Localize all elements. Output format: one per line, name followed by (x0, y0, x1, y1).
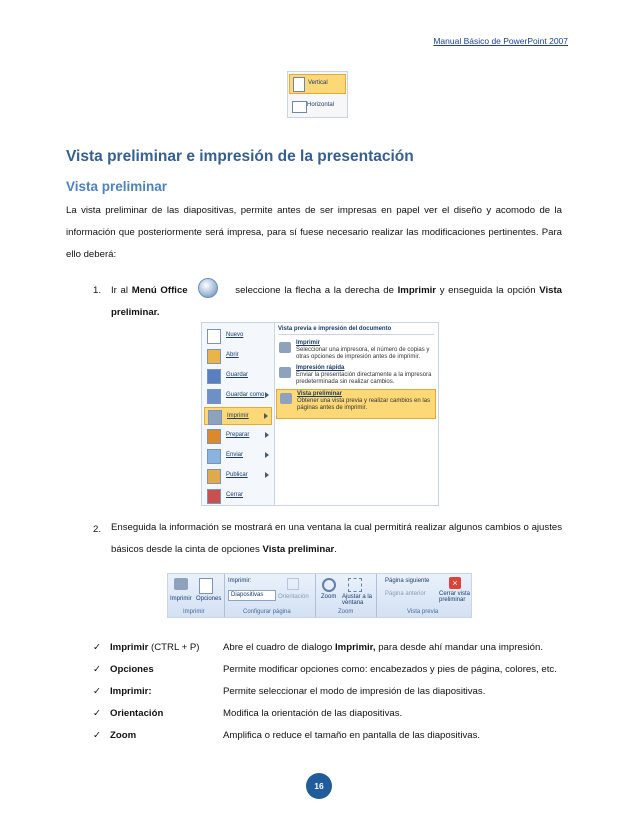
office-menu-right-pane (275, 323, 438, 505)
checkmark-icon: ✓ (93, 686, 102, 697)
orientation-icon (287, 578, 299, 590)
ribbon-group-label-vista-previa: Vista previa (407, 609, 439, 615)
ribbon-ajustar-button[interactable]: Ajustar a la ventana (342, 594, 373, 606)
print-option-title: Vista preliminar (297, 391, 342, 397)
ribbon-pagina-anterior-button[interactable]: Página anterior (385, 591, 426, 597)
intro-paragraph: La vista preliminar de las diapositivas, permite antes de ser impresas en papel ver el diseño y acomodo de la información que posteriormente será impresa, para sí fuese necesario realizar las modificaciones pertinentes. Para ello deberá: (66, 205, 562, 260)
print-option-title: Impresión rápida (296, 365, 345, 371)
zoom-icon (322, 578, 336, 592)
submenu-arrow-icon (265, 432, 269, 438)
close-icon: × (449, 577, 461, 589)
menu-item-label: Imprimir (227, 413, 249, 419)
bullet-term-extra: (CTRL + P) (148, 642, 200, 653)
bullet-description-part: para desde ahí mandar una impresión. (375, 642, 544, 653)
printer-icon (279, 367, 291, 378)
ribbon-opciones-button[interactable]: Opciones (196, 596, 222, 602)
bullet-description-part: Amplifica o reduce el tamaño en pantalla de las diapositivas. (223, 730, 481, 741)
menu-item-icon (207, 449, 221, 464)
office-menu-item[interactable] (204, 467, 272, 485)
menu-item-icon (207, 369, 221, 384)
ribbon-group-vista-previa (377, 574, 471, 617)
running-header: Manual Básico de PowerPoint 2007 (433, 36, 568, 46)
ribbon-group-label-zoom: Zoom (338, 609, 354, 615)
ribbon-group-imprimir (168, 574, 225, 617)
bullet-term-bold: Zoom (110, 730, 137, 741)
printer-icon (174, 578, 188, 590)
bullet-term (110, 642, 199, 653)
step-1-part: seleccione la flecha a la derecha de (231, 285, 398, 296)
step-1-menu-office: Menú Office (131, 285, 188, 296)
menu-item-label: Nuevo (226, 332, 244, 338)
step-1-part: Ir al (111, 285, 132, 296)
orientation-horizontal-label: Horizontal (307, 102, 335, 108)
bullet-term-bold: Imprimir (110, 642, 149, 653)
menu-item-label: Publicar (226, 472, 248, 478)
orientation-vertical-item (289, 74, 346, 94)
menu-item-label: Guardar como (226, 392, 265, 398)
menu-item-icon (207, 349, 221, 364)
print-what-select[interactable]: Diapositivas (228, 590, 276, 601)
office-menu-item[interactable] (204, 327, 272, 345)
step-1-vista-preliminar: Vista preliminar. (111, 285, 562, 318)
checkmark-icon: ✓ (93, 730, 102, 741)
checkmark-icon: ✓ (93, 664, 102, 675)
submenu-arrow-icon (265, 472, 269, 478)
ribbon-zoom-button[interactable]: Zoom (321, 594, 337, 600)
print-option-description: Obtener una vista previa y realizar cambios en las páginas antes de imprimir. (297, 398, 431, 411)
bullet-term (110, 664, 154, 675)
office-menu-item[interactable] (204, 487, 272, 505)
ribbon-group-configurar-pagina (225, 574, 316, 617)
step-1-number: 1. (93, 285, 102, 296)
menu-item-icon (207, 489, 221, 504)
step-1-text (111, 278, 562, 324)
office-menu-item[interactable] (204, 367, 272, 385)
checkmark-icon: ✓ (93, 708, 102, 719)
ribbon-group-label-configurar: Configurar página (243, 609, 291, 615)
menu-item-label: Preparar (226, 432, 250, 438)
bullet-term-bold: Orientación (110, 708, 164, 719)
bullet-item (93, 642, 544, 653)
bullet-item (93, 664, 557, 675)
print-option-description: Enviar la presentación directamente a la impresora predeterminada sin realizar cambios. (296, 372, 432, 385)
step-2-number: 2. (93, 524, 102, 535)
bullet-description (223, 686, 485, 697)
page-landscape-icon (292, 101, 307, 113)
bullet-term-bold: Imprimir: (110, 686, 152, 697)
preview-icon (280, 393, 292, 404)
bullet-description-part: Modifica la orientación de las diapositivas. (223, 708, 403, 719)
ribbon-cerrar-vista-button[interactable]: Cerrar vista preliminar (439, 591, 471, 603)
ribbon-group-label-imprimir: Imprimir (183, 609, 205, 615)
step-2-vista-preliminar: Vista preliminar (262, 544, 335, 555)
bullet-description-part: Abre el cuadro de dialogo (223, 642, 336, 653)
step-1-imprimir: Imprimir (397, 285, 437, 296)
office-menu-item[interactable] (204, 347, 272, 365)
step-2-text (111, 517, 562, 561)
ribbon-orientacion-button[interactable]: Orientación (278, 594, 309, 600)
bullet-item (93, 730, 481, 741)
bullet-description (223, 730, 480, 741)
menu-item-icon (207, 429, 221, 444)
menu-item-icon (207, 329, 221, 344)
orientation-menu-screenshot (287, 71, 348, 118)
bullet-description-part: Permite modificar opciones como: encabezados y pies de página, colores, etc. (223, 664, 557, 675)
submenu-arrow-icon (265, 452, 269, 458)
checkmark-icon: ✓ (93, 642, 102, 653)
menu-item-icon (207, 389, 221, 404)
bullet-term (110, 686, 152, 697)
office-menu-item[interactable] (204, 427, 272, 445)
submenu-arrow-icon (265, 392, 269, 398)
bullet-description (223, 708, 402, 719)
ribbon-group-zoom (316, 574, 377, 617)
orientation-horizontal-item (289, 97, 346, 117)
ribbon-screenshot (167, 573, 472, 618)
menu-item-icon (208, 410, 222, 425)
office-button-icon (198, 278, 218, 298)
bullet-description-part: Permite seleccionar el modo de impresión de las diapositivas. (223, 686, 486, 697)
bullet-term (110, 730, 136, 741)
office-menu-item[interactable] (204, 447, 272, 465)
bullet-description (223, 642, 543, 653)
office-menu-panel-title: Vista previa e impresión del documento (278, 326, 434, 335)
menu-item-label: Enviar (226, 452, 244, 458)
print-what-label: Imprimir: (228, 578, 252, 584)
menu-item-icon (207, 469, 221, 484)
office-menu-screenshot (201, 322, 439, 506)
office-menu-item[interactable] (204, 387, 272, 405)
step-2-part: . (334, 544, 337, 555)
printer-icon (279, 342, 291, 353)
step-1-part: y enseguida la opción (436, 285, 540, 296)
menu-item-label: Cerrar (226, 492, 244, 498)
menu-item-label: Abrir (226, 352, 239, 358)
section-title: Vista preliminar e impresión de la presentación (66, 148, 414, 165)
page-portrait-icon (293, 77, 305, 92)
subsection-title: Vista preliminar (66, 179, 168, 194)
office-menu-item[interactable] (204, 407, 272, 425)
print-option-description: Seleccionar una impresora, el número de copias y otras opciones de impresión antes de imprimir. (296, 347, 430, 360)
menu-item-label: Guardar (226, 372, 249, 378)
print-option-title: Imprimir (296, 340, 321, 346)
submenu-arrow-icon (264, 413, 268, 419)
ribbon-imprimir-button[interactable]: Imprimir (170, 596, 192, 602)
bullet-description (223, 664, 557, 675)
ribbon-pagina-siguiente-button[interactable]: Página siguiente (385, 578, 430, 584)
options-icon (199, 578, 213, 594)
print-option[interactable] (276, 389, 436, 419)
bullet-item (93, 686, 486, 697)
bullet-item (93, 708, 403, 719)
step-2-part: Enseguida la información se mostrará en una ventana la cual permitirá realizar algunos cambios o ajustes básicos desde la cinta de opciones (111, 522, 562, 555)
bullet-term (110, 708, 163, 719)
office-menu-left-pane (202, 323, 275, 505)
fit-window-icon (348, 578, 362, 592)
orientation-vertical-label: Vertical (308, 80, 328, 86)
page-number-badge: 16 (306, 773, 332, 799)
bullet-description-part: Imprimir, (335, 642, 376, 653)
bullet-term-bold: Opciones (110, 664, 154, 675)
